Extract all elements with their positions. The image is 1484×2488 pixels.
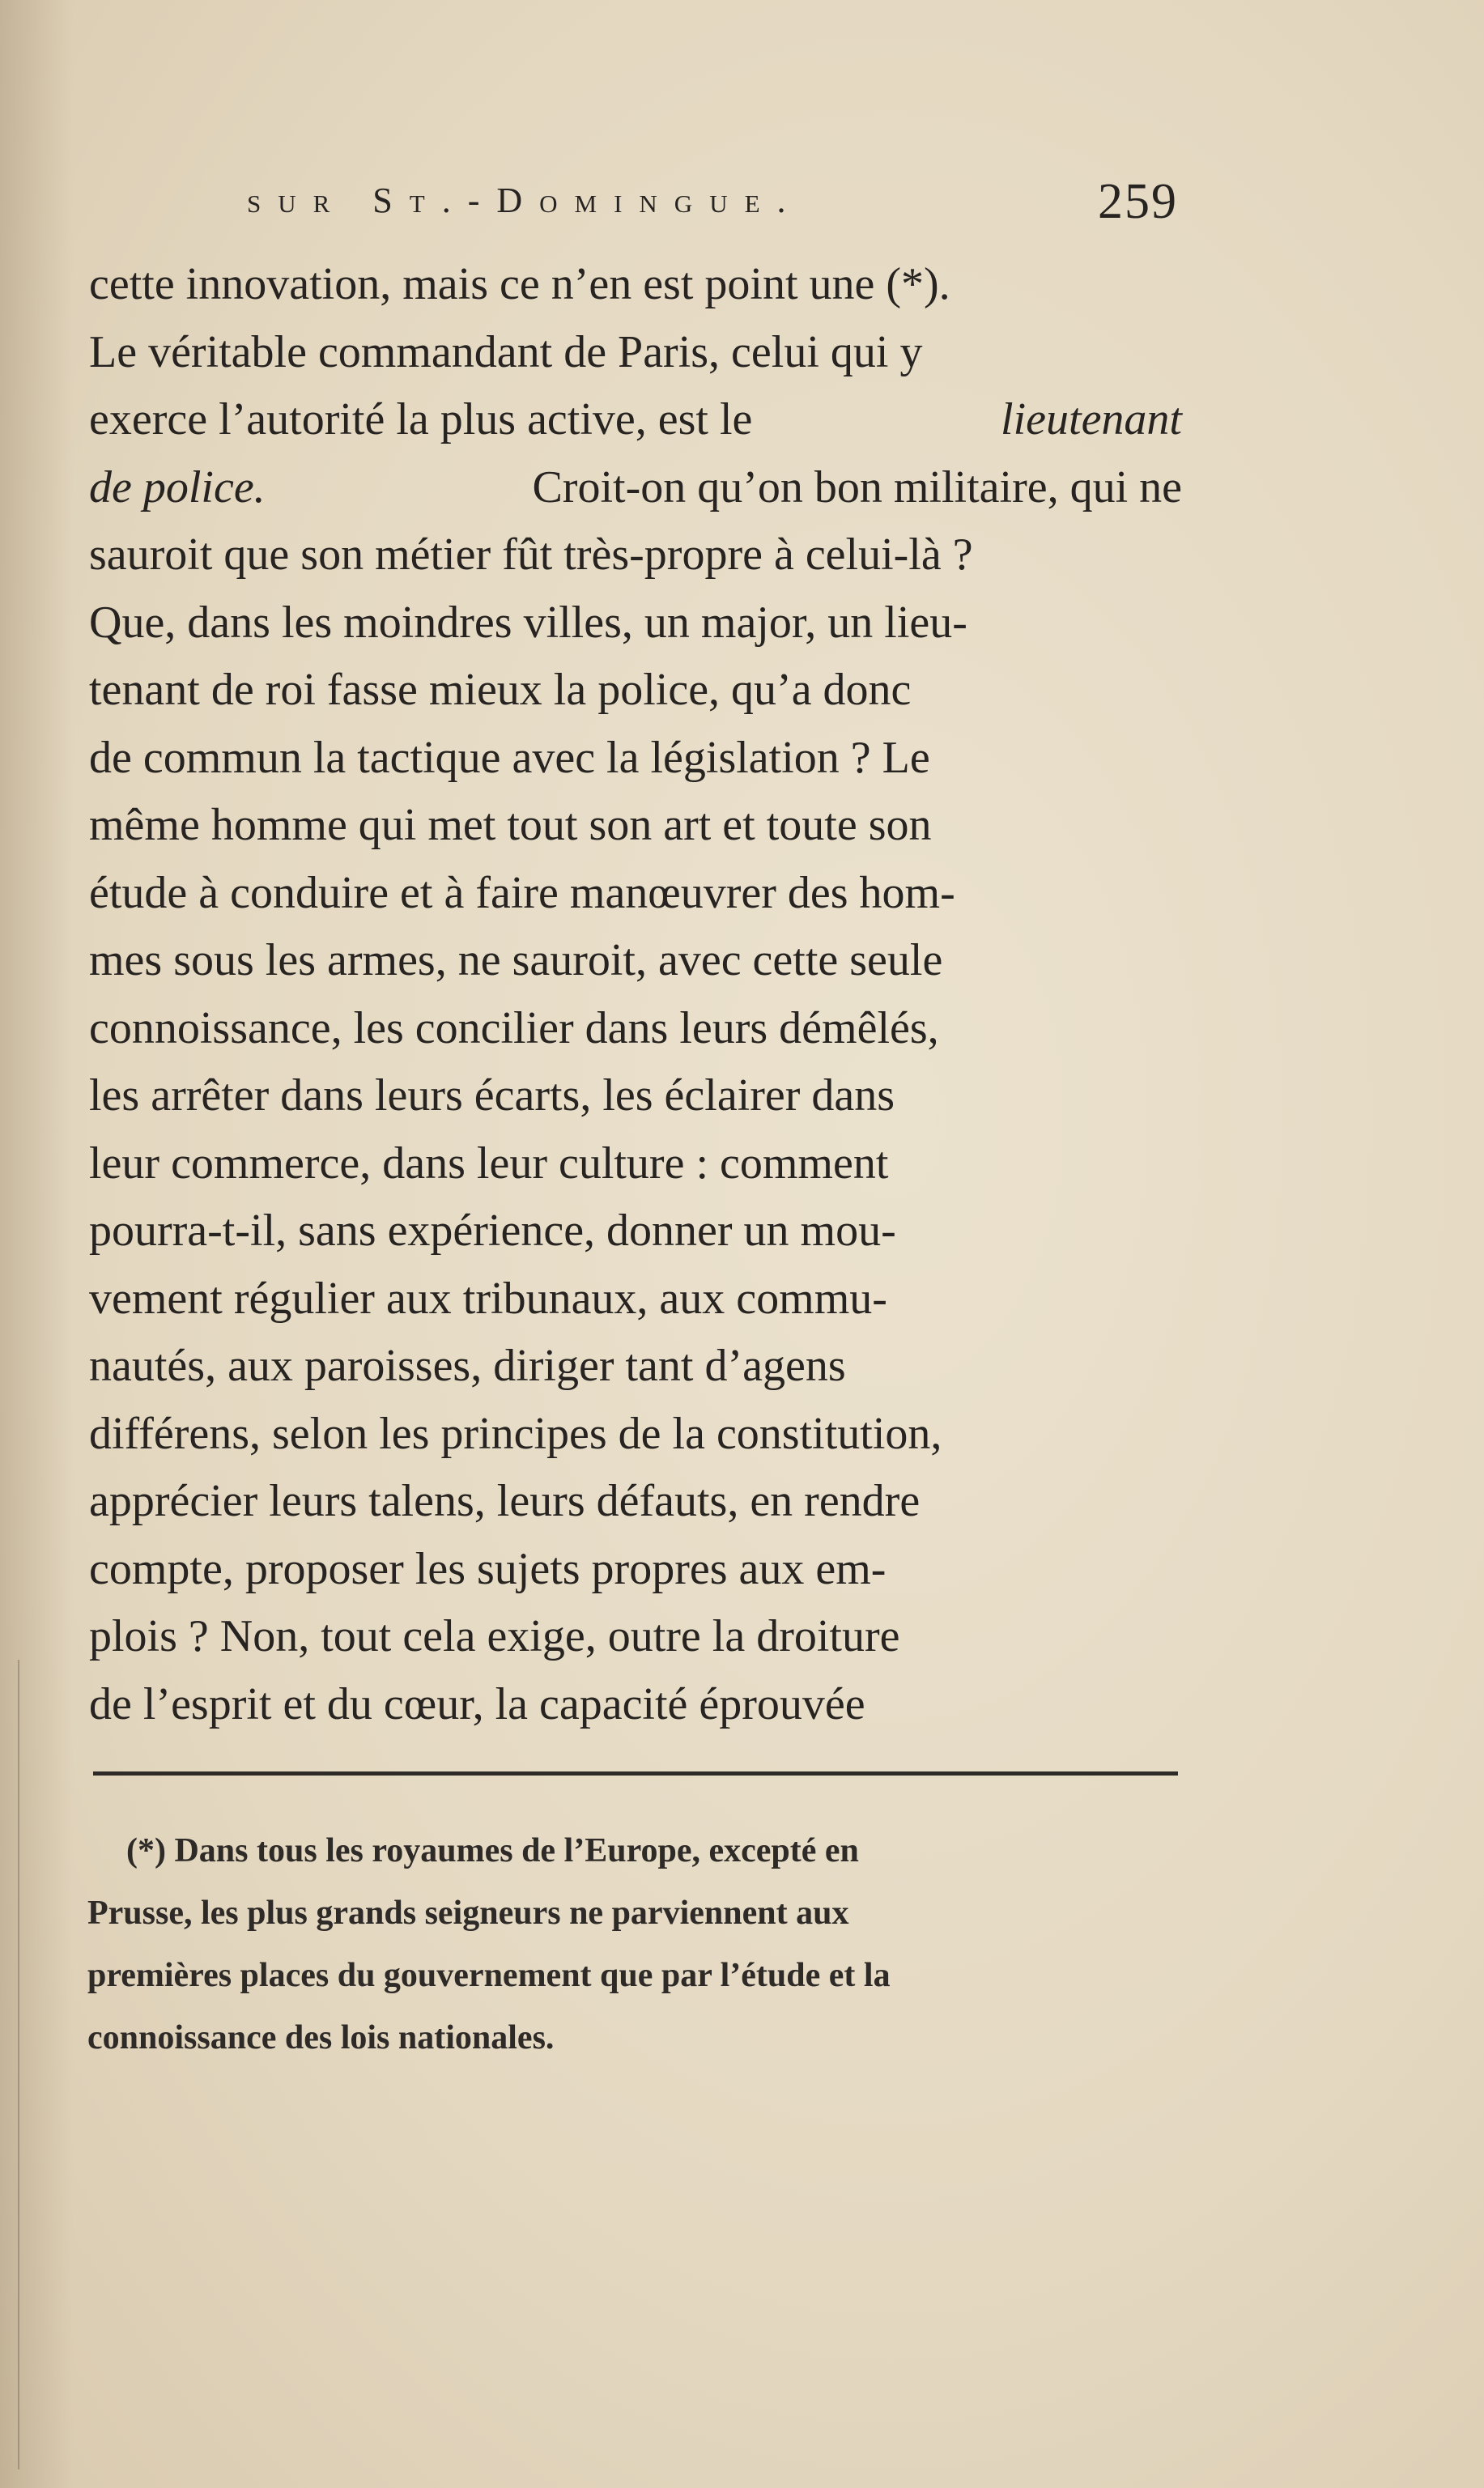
body-text: [89, 251, 1182, 1738]
text-line: vement régulier aux tribunaux, aux commu-: [89, 1273, 887, 1324]
italic-term: de police.: [89, 461, 266, 512]
text-line: de police. Croit-on qu’on bon militaire, qui ne: [89, 454, 1182, 522]
text-line: apprécier leurs talens, leurs défauts, en rendre: [89, 1476, 921, 1526]
text-line: même homme qui met tout son art et toute son: [89, 800, 932, 850]
text-line: différens, selon les principes de la constitution,: [89, 1408, 942, 1459]
text-line: étude à conduire et à faire manœuvrer des hom-: [89, 867, 955, 918]
text-line: Le véritable commandant de Paris, celui qui y: [89, 326, 923, 377]
text-line: les arrêter dans leurs écarts, les éclairer dans: [89, 1070, 895, 1121]
footnote: [87, 1820, 1180, 2069]
running-head: sur St.-Domingue.: [247, 181, 803, 220]
text-line: de l’esprit et du cœur, la capacité éprouvée: [89, 1678, 865, 1729]
page-number: 259: [1098, 174, 1178, 229]
text-line: compte, proposer les sujets propres aux em-: [89, 1543, 887, 1594]
footnote-line: premières places du gouvernement que par l’étude et la: [87, 1957, 891, 1994]
page-edge: [18, 1660, 19, 2469]
text-line: nautés, aux paroisses, diriger tant d’agens: [89, 1341, 846, 1391]
text-line: tenant de roi fasse mieux la police, qu’a donc: [89, 665, 912, 715]
text-line: leur commerce, dans leur culture : comment: [89, 1138, 889, 1189]
text-line: connoissance, les concilier dans leurs démêlés,: [89, 1002, 939, 1053]
footnote-rule: [93, 1771, 1178, 1776]
text-line: plois ? Non, tout cela exige, outre la droiture: [89, 1611, 900, 1661]
text-line: Que, dans les moindres villes, un major, un lieu-: [89, 597, 967, 648]
text-line: sauroit que son métier fût très-propre à celui-là ?: [89, 529, 973, 580]
text-line: exerce l’autorité la plus active, est le lieutenant: [89, 386, 1182, 454]
page-header: [247, 174, 1178, 245]
footnote-line: (*) Dans tous les royaumes de l’Europe, excepté en: [126, 1832, 859, 1869]
footnote-line: Prusse, les plus grands seigneurs ne parviennent aux: [87, 1895, 849, 1932]
text-line: cette innovation, mais ce n’en est point une (*).: [89, 259, 950, 309]
text-line: pourra-t-il, sans expérience, donner un mou-: [89, 1206, 896, 1256]
italic-term: lieutenant: [1001, 394, 1182, 444]
text-line: mes sous les armes, ne sauroit, avec cette seule: [89, 935, 943, 985]
gutter-shadow: [0, 0, 73, 2488]
text-line: de commun la tactique avec la législation ? Le: [89, 732, 930, 783]
footnote-line: connoissance des lois nationales.: [87, 2019, 555, 2056]
